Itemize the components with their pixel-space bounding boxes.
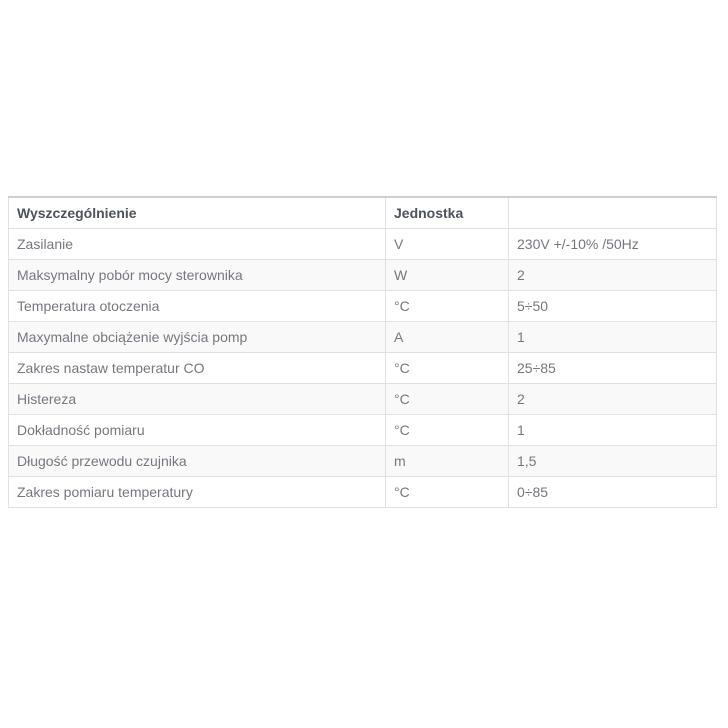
- cell-spec: Zakres nastaw temperatur CO: [9, 353, 386, 384]
- cell-unit: °C: [386, 291, 509, 322]
- cell-unit: m: [386, 446, 509, 477]
- cell-value: 1: [509, 415, 717, 446]
- cell-value: 230V +/-10% /50Hz: [509, 229, 717, 260]
- column-header-spec: Wyszczególnienie: [9, 197, 386, 229]
- cell-spec: Maxymalne obciążenie wyjścia pomp: [9, 322, 386, 353]
- column-header-unit: Jednostka: [386, 197, 509, 229]
- cell-value: 5÷50: [509, 291, 717, 322]
- cell-unit: °C: [386, 353, 509, 384]
- table-row: [9, 415, 717, 446]
- cell-value: 2: [509, 260, 717, 291]
- table-row: [9, 446, 717, 477]
- cell-spec: Zakres pomiaru temperatury: [9, 477, 386, 508]
- cell-value: 1,5: [509, 446, 717, 477]
- spec-table-body: [9, 229, 717, 508]
- cell-spec: Histereza: [9, 384, 386, 415]
- cell-spec: Maksymalny pobór mocy sterownika: [9, 260, 386, 291]
- table-row: [9, 291, 717, 322]
- table-row: [9, 322, 717, 353]
- cell-value: 2: [509, 384, 717, 415]
- table-row: [9, 353, 717, 384]
- cell-unit: A: [386, 322, 509, 353]
- cell-value: 0÷85: [509, 477, 717, 508]
- column-header-value: [509, 197, 717, 229]
- cell-spec: Długość przewodu czujnika: [9, 446, 386, 477]
- cell-unit: V: [386, 229, 509, 260]
- cell-value: 1: [509, 322, 717, 353]
- cell-spec: Dokładność pomiaru: [9, 415, 386, 446]
- table-row: [9, 477, 717, 508]
- cell-spec: Zasilanie: [9, 229, 386, 260]
- cell-value: 25÷85: [509, 353, 717, 384]
- table-row: [9, 260, 717, 291]
- table-row: [9, 384, 717, 415]
- cell-unit: °C: [386, 477, 509, 508]
- spec-table: [8, 196, 717, 508]
- cell-spec: Temperatura otoczenia: [9, 291, 386, 322]
- cell-unit: °C: [386, 415, 509, 446]
- spec-table-header: [9, 197, 717, 229]
- cell-unit: W: [386, 260, 509, 291]
- header-row: [9, 197, 717, 229]
- table-row: [9, 229, 717, 260]
- cell-unit: °C: [386, 384, 509, 415]
- spec-table-container: [8, 196, 717, 508]
